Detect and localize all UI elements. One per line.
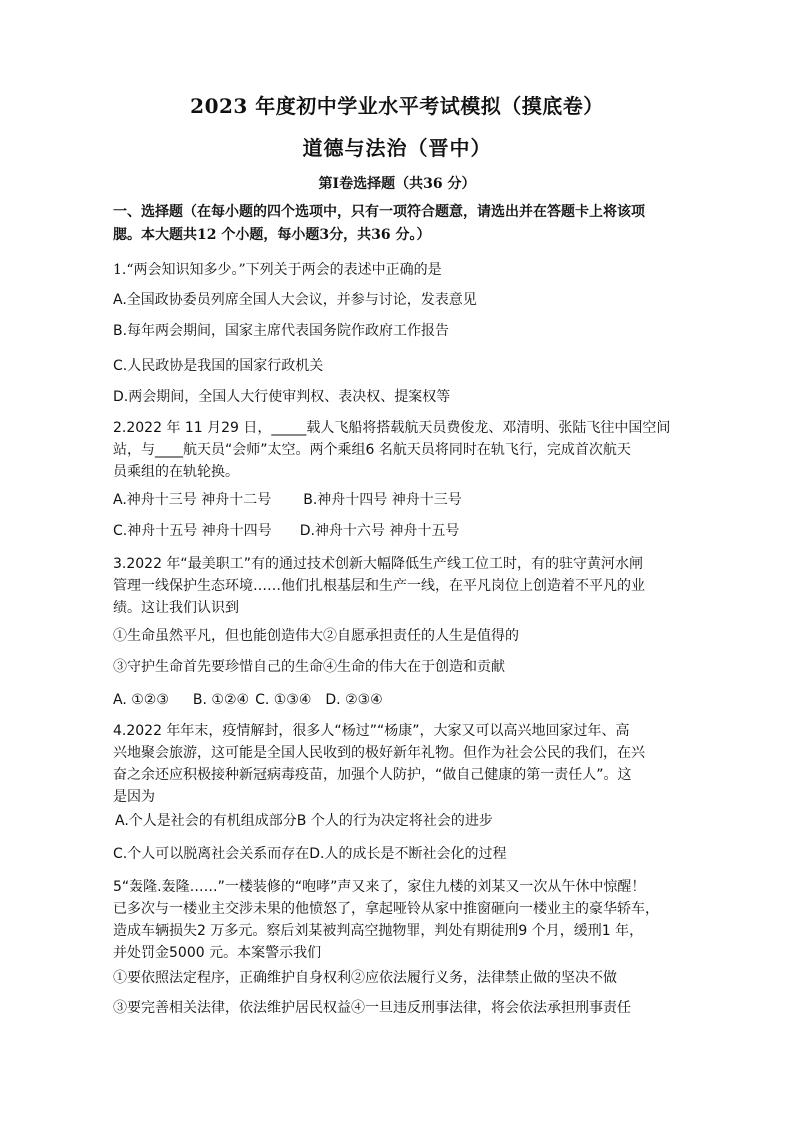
question-3-option-b: B. ①②④ xyxy=(192,692,250,708)
question-4-options-a-b: A.个人是社会的有机组成部分B 个人的行为决定将社会的进步 xyxy=(115,813,493,829)
question-1-stem: 1.“两会知识知多少。”下列关于两会的表述中正确的是 xyxy=(113,262,442,278)
exam-subtitle: 道德与法治（晋中） xyxy=(302,136,492,160)
exam-title: 2023 年度初中学业水平考试模拟（摸底卷） xyxy=(190,94,604,118)
question-2-line-1: 2.2022 年 11 月29 日，_____载人飞船将搭载航天员费俊龙、邓清明、张陆飞往中国空间 xyxy=(113,420,671,436)
question-4-line-1: 4.2022 年年末，疫情解封，很多人“杨过”“杨康”，大家又可以高兴地回家过年、高 xyxy=(113,723,630,739)
question-1-option-c: C.人民政协是我国的国家行政机关 xyxy=(113,358,324,374)
question-4-options-c-d: C.个人可以脱离社会关系而存在D.人的成长是不断社会化的过程 xyxy=(113,846,507,862)
question-4-line-3: 奋之余还应积极接种新冠病毒疫苗，加强个人防护，“做自己健康的第一责任人”。这 xyxy=(113,767,632,783)
question-2-options-row-1 xyxy=(113,489,462,511)
question-5-line-3: 造成车辆损失2 万多元。察后刘某被判高空抛物罪，判处有期徒刑9 个月，缓刑1 年， xyxy=(113,923,644,939)
question-5-line-1: 5“轰隆.轰隆……”一楼装修的“咆哮”声又来了，家住九楼的刘某又一次从午休中惊醒！ xyxy=(113,879,646,895)
question-2-line-3: 员乘组的在轨轮换。 xyxy=(113,464,239,480)
question-5-line-4: 并处罚金5000 元。本案警示我们 xyxy=(113,945,322,961)
question-1-option-d: D.两会期间，全国人大行使审判权、表决权、提案权等 xyxy=(113,389,451,405)
section-title: 第I卷选择题（共36 分） xyxy=(318,176,476,192)
question-3-line-3: 绩。这让我们认识到 xyxy=(113,600,239,616)
question-2-option-a: A.神舟十三号 神舟十二号 xyxy=(113,492,272,508)
question-5-statements-3-4: ③要完善相关法律，依法维护居民权益④一旦违反刑事法律，将会依法承担刑事责任 xyxy=(113,1000,631,1016)
question-1-option-b: B.每年两会期间，国家主席代表国务院作政府工作报告 xyxy=(113,323,450,339)
question-3-option-d: D. ②③④ xyxy=(325,692,383,708)
instructions-line-2: 腮。本大题共12 个小题，每小题3分，共36 分。） xyxy=(113,227,431,243)
question-1-option-a: A.全国政协委员列席全国人大会议，并参与讨论，发表意见 xyxy=(113,292,477,308)
instructions-line-1: 一、选择题（在每小题的四个选项中，只有一项符合题意，请选出并在答题卡上将该项 xyxy=(113,204,645,220)
question-2-option-c: C.神舟十五号 神舟十四号 xyxy=(113,523,272,539)
question-3-line-2: 管理一线保护生态环境……他们扎根基层和生产一线，在平凡岗位上创造着不平凡的业 xyxy=(113,578,645,594)
question-2-option-b: B.神舟十四号 神舟十三号 xyxy=(303,492,462,508)
question-3-option-c: C. ①③④ xyxy=(255,692,312,708)
question-3-statements-1-2: ①生命虽然平凡，但也能创造伟大②自愿承担责任的人生是值得的 xyxy=(113,628,519,644)
question-2-options-row-2 xyxy=(113,520,459,542)
question-2-option-d: D.神舟十六号 神舟十五号 xyxy=(299,523,460,539)
question-3-statements-3-4: ③守护生命首先要珍惜自己的生命④生命的伟大在于创造和贡献 xyxy=(113,659,505,675)
question-5-line-2: 已多次与一楼业主交涉未果的他愤怒了，拿起哑铃从家中推窗砸向一楼业主的豪华轿车， xyxy=(113,901,659,917)
question-5-statements-1-2: ①要依照法定程序，正确维护自身权利②应依法履行义务，法律禁止做的坚决不做 xyxy=(113,970,617,986)
question-4-line-4: 是因为 xyxy=(113,789,155,805)
question-3-options xyxy=(113,689,383,711)
question-3-line-1: 3.2022 年“最美职工”有的通过技术创新大幅降低生产线工位工时，有的驻守黄河水闸 xyxy=(113,556,643,572)
question-4-line-2: 兴地聚会旅游，这可能是全国人民收到的极好新年礼物。但作为社会公民的我们，在兴 xyxy=(113,745,645,761)
question-2-line-2: 站，与____航天员“会师”太空。两个乘组6 名航天员将同时在轨飞行，完成首次航天 xyxy=(113,442,631,458)
question-3-option-a: A. ①②③ xyxy=(113,692,169,708)
